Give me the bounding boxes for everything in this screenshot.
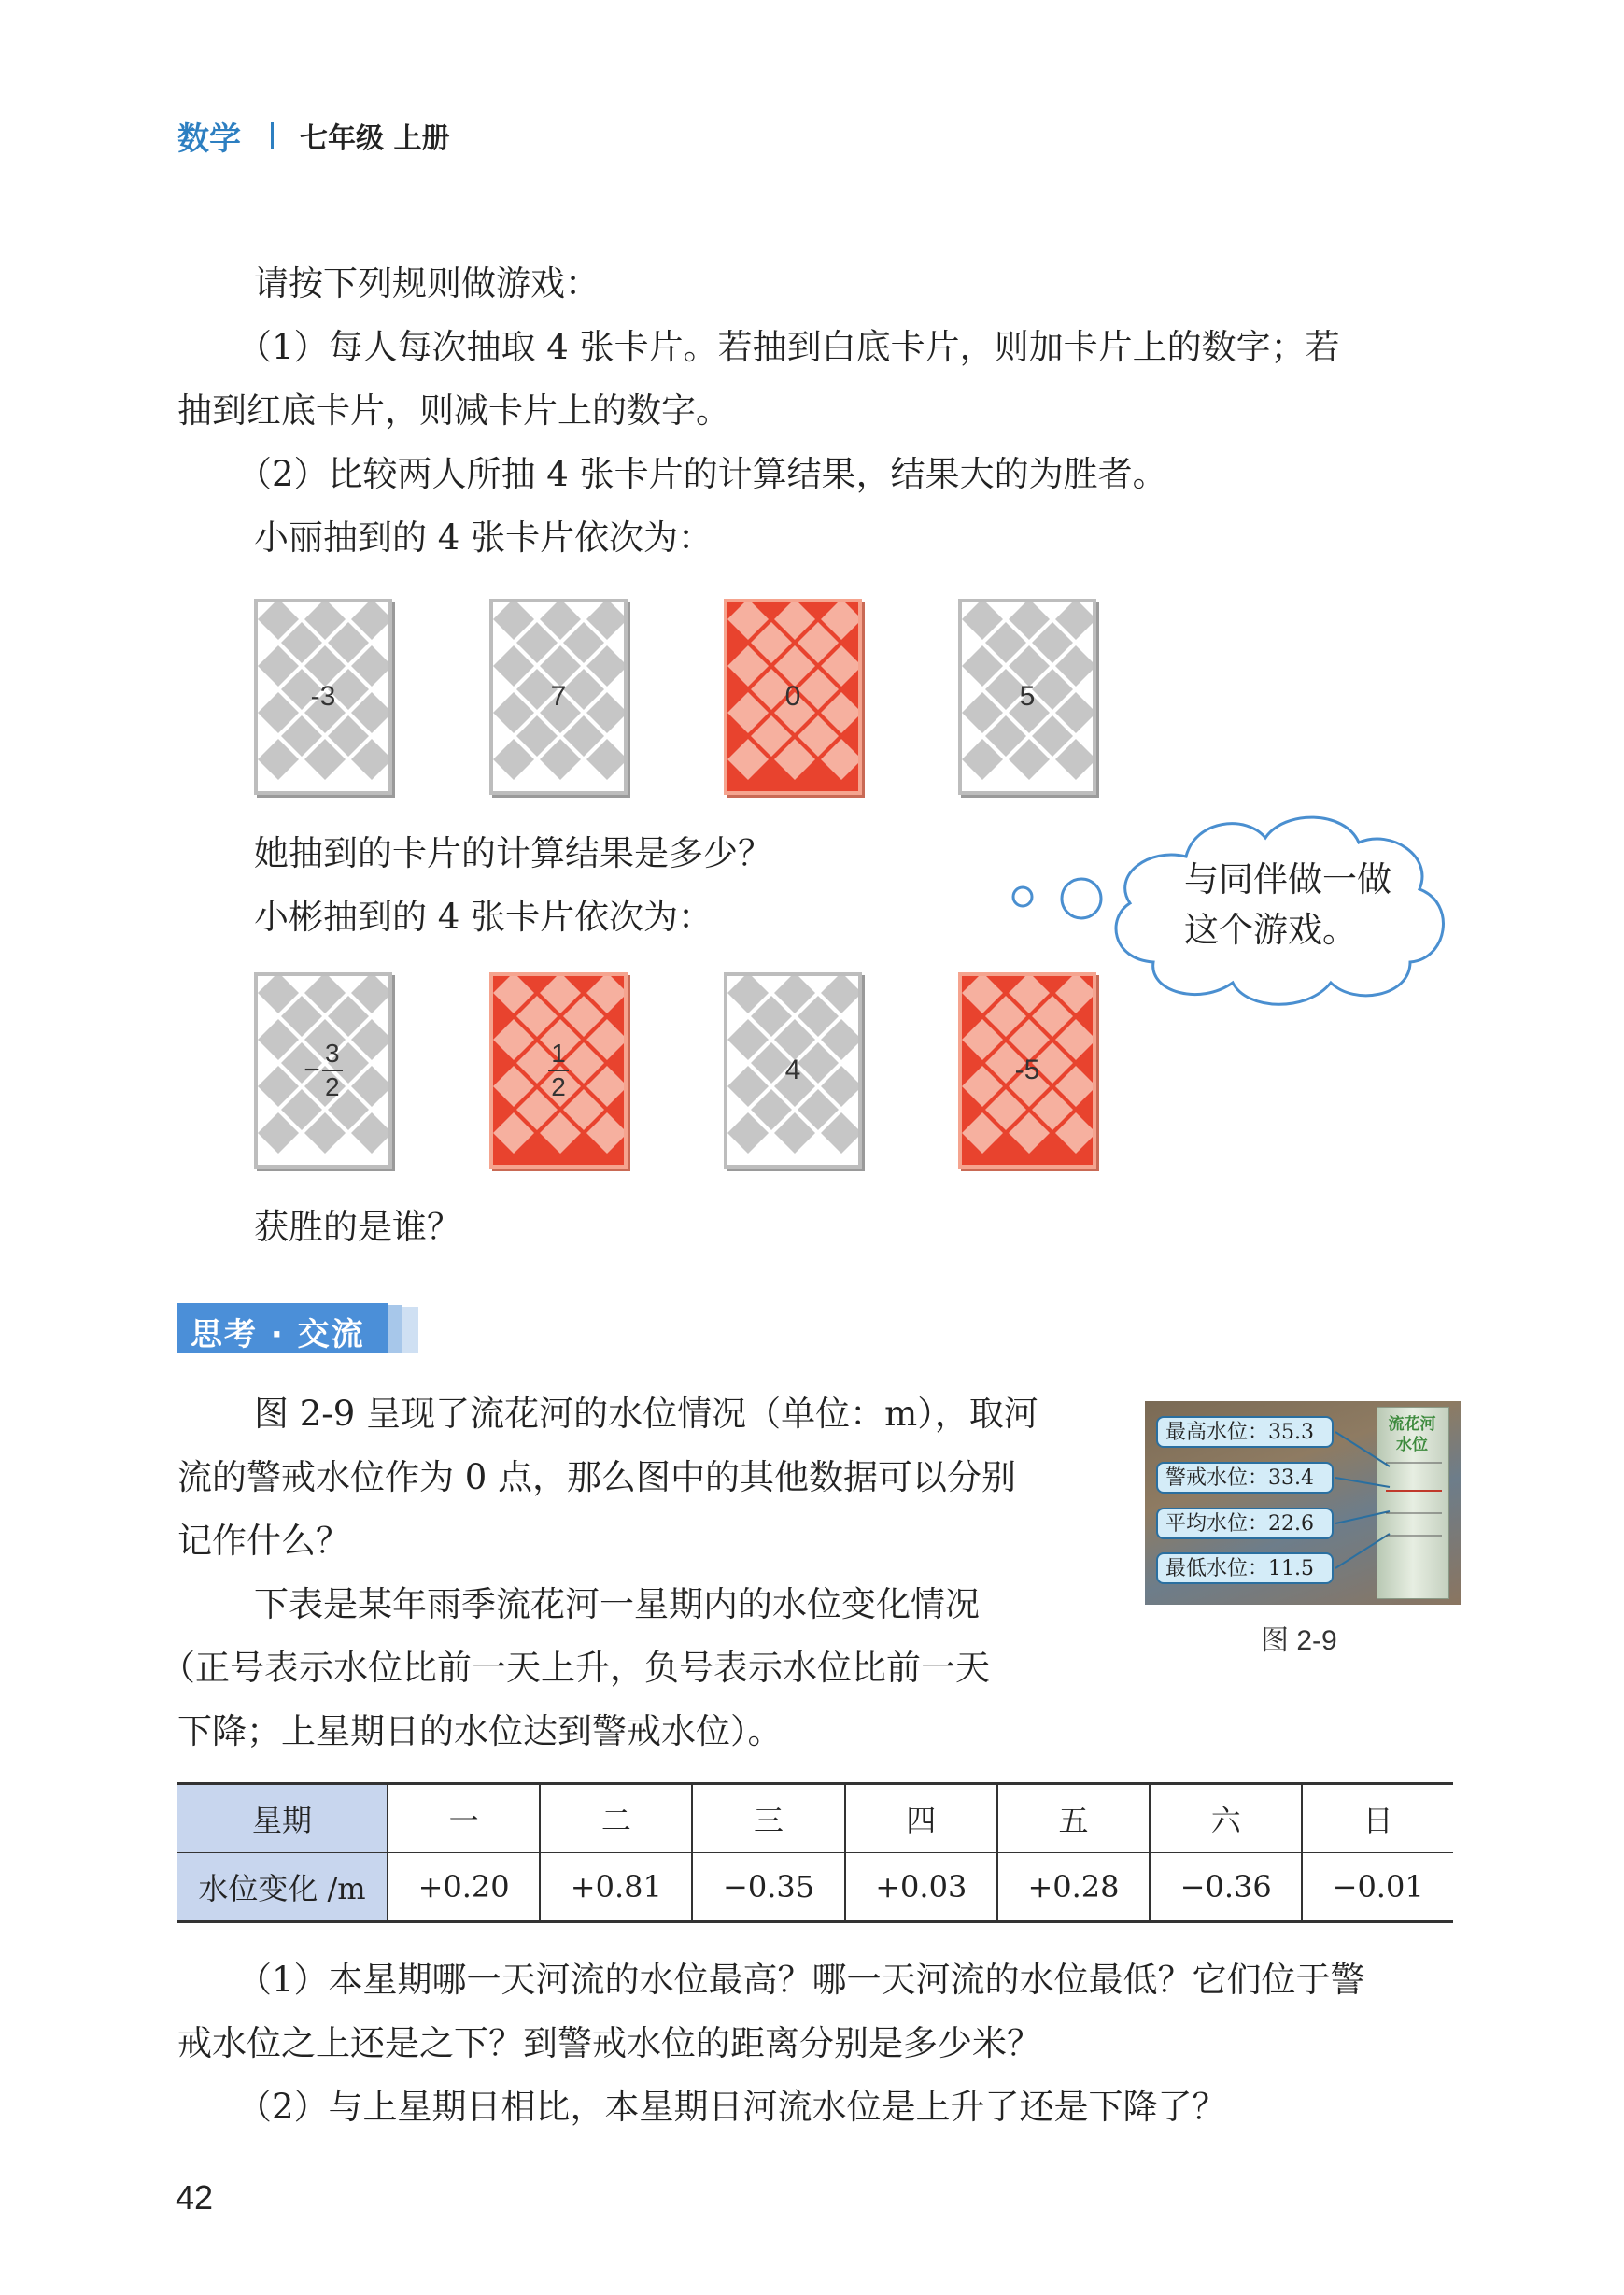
question-4: （2）与上星期日相比，本星期日河流水位是上升了还是下降了？	[237, 2087, 1227, 2127]
table-cell: +0.20	[388, 1853, 540, 1922]
card-value: 4	[784, 1055, 801, 1085]
card-xiaoli-2	[489, 599, 628, 795]
rule-2: （2）比较两人所抽 4 张卡片的计算结果，结果大的为胜者。	[237, 454, 1167, 494]
table-cell: −0.36	[1150, 1853, 1302, 1922]
table-cell: 日	[1302, 1784, 1453, 1853]
denominator: 2	[324, 1072, 340, 1101]
card-xiaobin-1	[254, 972, 392, 1169]
card-xiaobin-2	[489, 972, 628, 1169]
xiaobin-intro: 小彬抽到的 4 张卡片依次为：	[254, 897, 713, 937]
card-value: -3	[310, 681, 336, 712]
table-cell: +0.28	[997, 1853, 1150, 1922]
xiaoli-intro: 小丽抽到的 4 张卡片依次为：	[254, 517, 713, 558]
numerator: 3	[324, 1039, 340, 1068]
grade-title: 七年级 上册	[300, 122, 450, 155]
think-p1-line-1: 图 2-9 呈现了流花河的水位情况（单位：m），取河	[254, 1394, 1038, 1434]
fraction	[548, 1041, 569, 1100]
question-2: 获胜的是谁？	[254, 1207, 461, 1247]
section-tag	[177, 1303, 422, 1357]
fraction-bar	[548, 1070, 569, 1071]
card-xiaobin-4	[958, 972, 1096, 1169]
bubble-text-line-2: 这个游戏。	[1184, 910, 1357, 950]
think-p2-line-1: 下表是某年雨季流花河一星期内的水位变化情况	[254, 1584, 980, 1624]
table-cell: 五	[997, 1784, 1150, 1853]
card-xiaoli-3	[724, 599, 862, 795]
label-average-level: 平均水位：22.6	[1156, 1508, 1334, 1539]
rule-1-line-1: （1）每人每次抽取 4 张卡片。若抽到白底卡片，则加卡片上的数字；若	[237, 327, 1340, 367]
header-divider	[271, 122, 274, 149]
card-value	[493, 976, 624, 1165]
card-value: -5	[1014, 1055, 1040, 1085]
label-lowest-level: 最低水位：11.5	[1156, 1552, 1334, 1584]
fraction	[322, 1041, 343, 1100]
table-cell: 三	[692, 1784, 844, 1853]
rule-1-line-2: 抽到红底卡片，则减卡片上的数字。	[177, 390, 730, 431]
card-xiaoli-1	[254, 599, 392, 795]
card-value: 5	[1019, 681, 1036, 712]
table-cell: 一	[388, 1784, 540, 1853]
bubble-text-line-1: 与同伴做一做	[1184, 859, 1391, 900]
think-p1-line-3: 记作什么？	[177, 1521, 350, 1561]
fraction-bar	[322, 1070, 343, 1071]
label-warning-level: 警戒水位：33.4	[1156, 1462, 1334, 1494]
denominator: 2	[551, 1072, 566, 1101]
question-3-line-1: （1）本星期哪一天河流的水位最高？哪一天河流的水位最低？它们位于警	[237, 1960, 1365, 2000]
label-highest-level: 最高水位：35.3	[1156, 1416, 1334, 1448]
page-header	[177, 112, 449, 159]
table-header-row	[177, 1784, 1453, 1853]
page-number: 42	[176, 2178, 214, 2217]
question-1: 她抽到的卡片的计算结果是多少？	[254, 833, 772, 873]
table-row	[177, 1853, 1453, 1922]
card-xiaobin-3	[724, 972, 862, 1169]
leader-lines	[1145, 1401, 1461, 1605]
figure-caption: 图 2-9	[1261, 1625, 1337, 1656]
think-p2-line-2: （正号表示水位比前一天上升，负号表示水位比前一天	[161, 1648, 990, 1688]
pillar-title: 流花河 水位	[1388, 1415, 1436, 1454]
figure-2-9	[1145, 1401, 1461, 1605]
table-cell: −0.01	[1302, 1853, 1453, 1922]
table-cell: 水位变化 /m	[177, 1853, 388, 1922]
table-cell: −0.35	[692, 1853, 844, 1922]
think-p2-line-3: 下降；上星期日的水位达到警戒水位）。	[177, 1711, 783, 1751]
game-intro: 请按下列规则做游戏：	[254, 263, 600, 304]
minus-sign: −	[304, 1055, 320, 1085]
water-level-table	[177, 1782, 1453, 1923]
numerator: 1	[551, 1039, 566, 1068]
table-cell: 星期	[177, 1784, 388, 1853]
table-cell: +0.03	[845, 1853, 997, 1922]
table-cell: +0.81	[540, 1853, 692, 1922]
section-tag-label: 思考 · 交流	[191, 1316, 365, 1353]
subject-title: 数学	[177, 120, 241, 158]
table-cell: 二	[540, 1784, 692, 1853]
card-value: 7	[550, 681, 567, 712]
card-value	[258, 976, 388, 1165]
think-p1-line-2: 流的警戒水位作为 0 点，那么图中的其他数据可以分别	[177, 1457, 1017, 1497]
question-3-line-2: 戒水位之上还是之下？到警戒水位的距离分别是多少米？	[177, 2023, 1041, 2063]
card-xiaoli-4	[958, 599, 1096, 795]
table-cell: 六	[1150, 1784, 1302, 1853]
table-cell: 四	[845, 1784, 997, 1853]
card-value: 0	[784, 681, 801, 712]
